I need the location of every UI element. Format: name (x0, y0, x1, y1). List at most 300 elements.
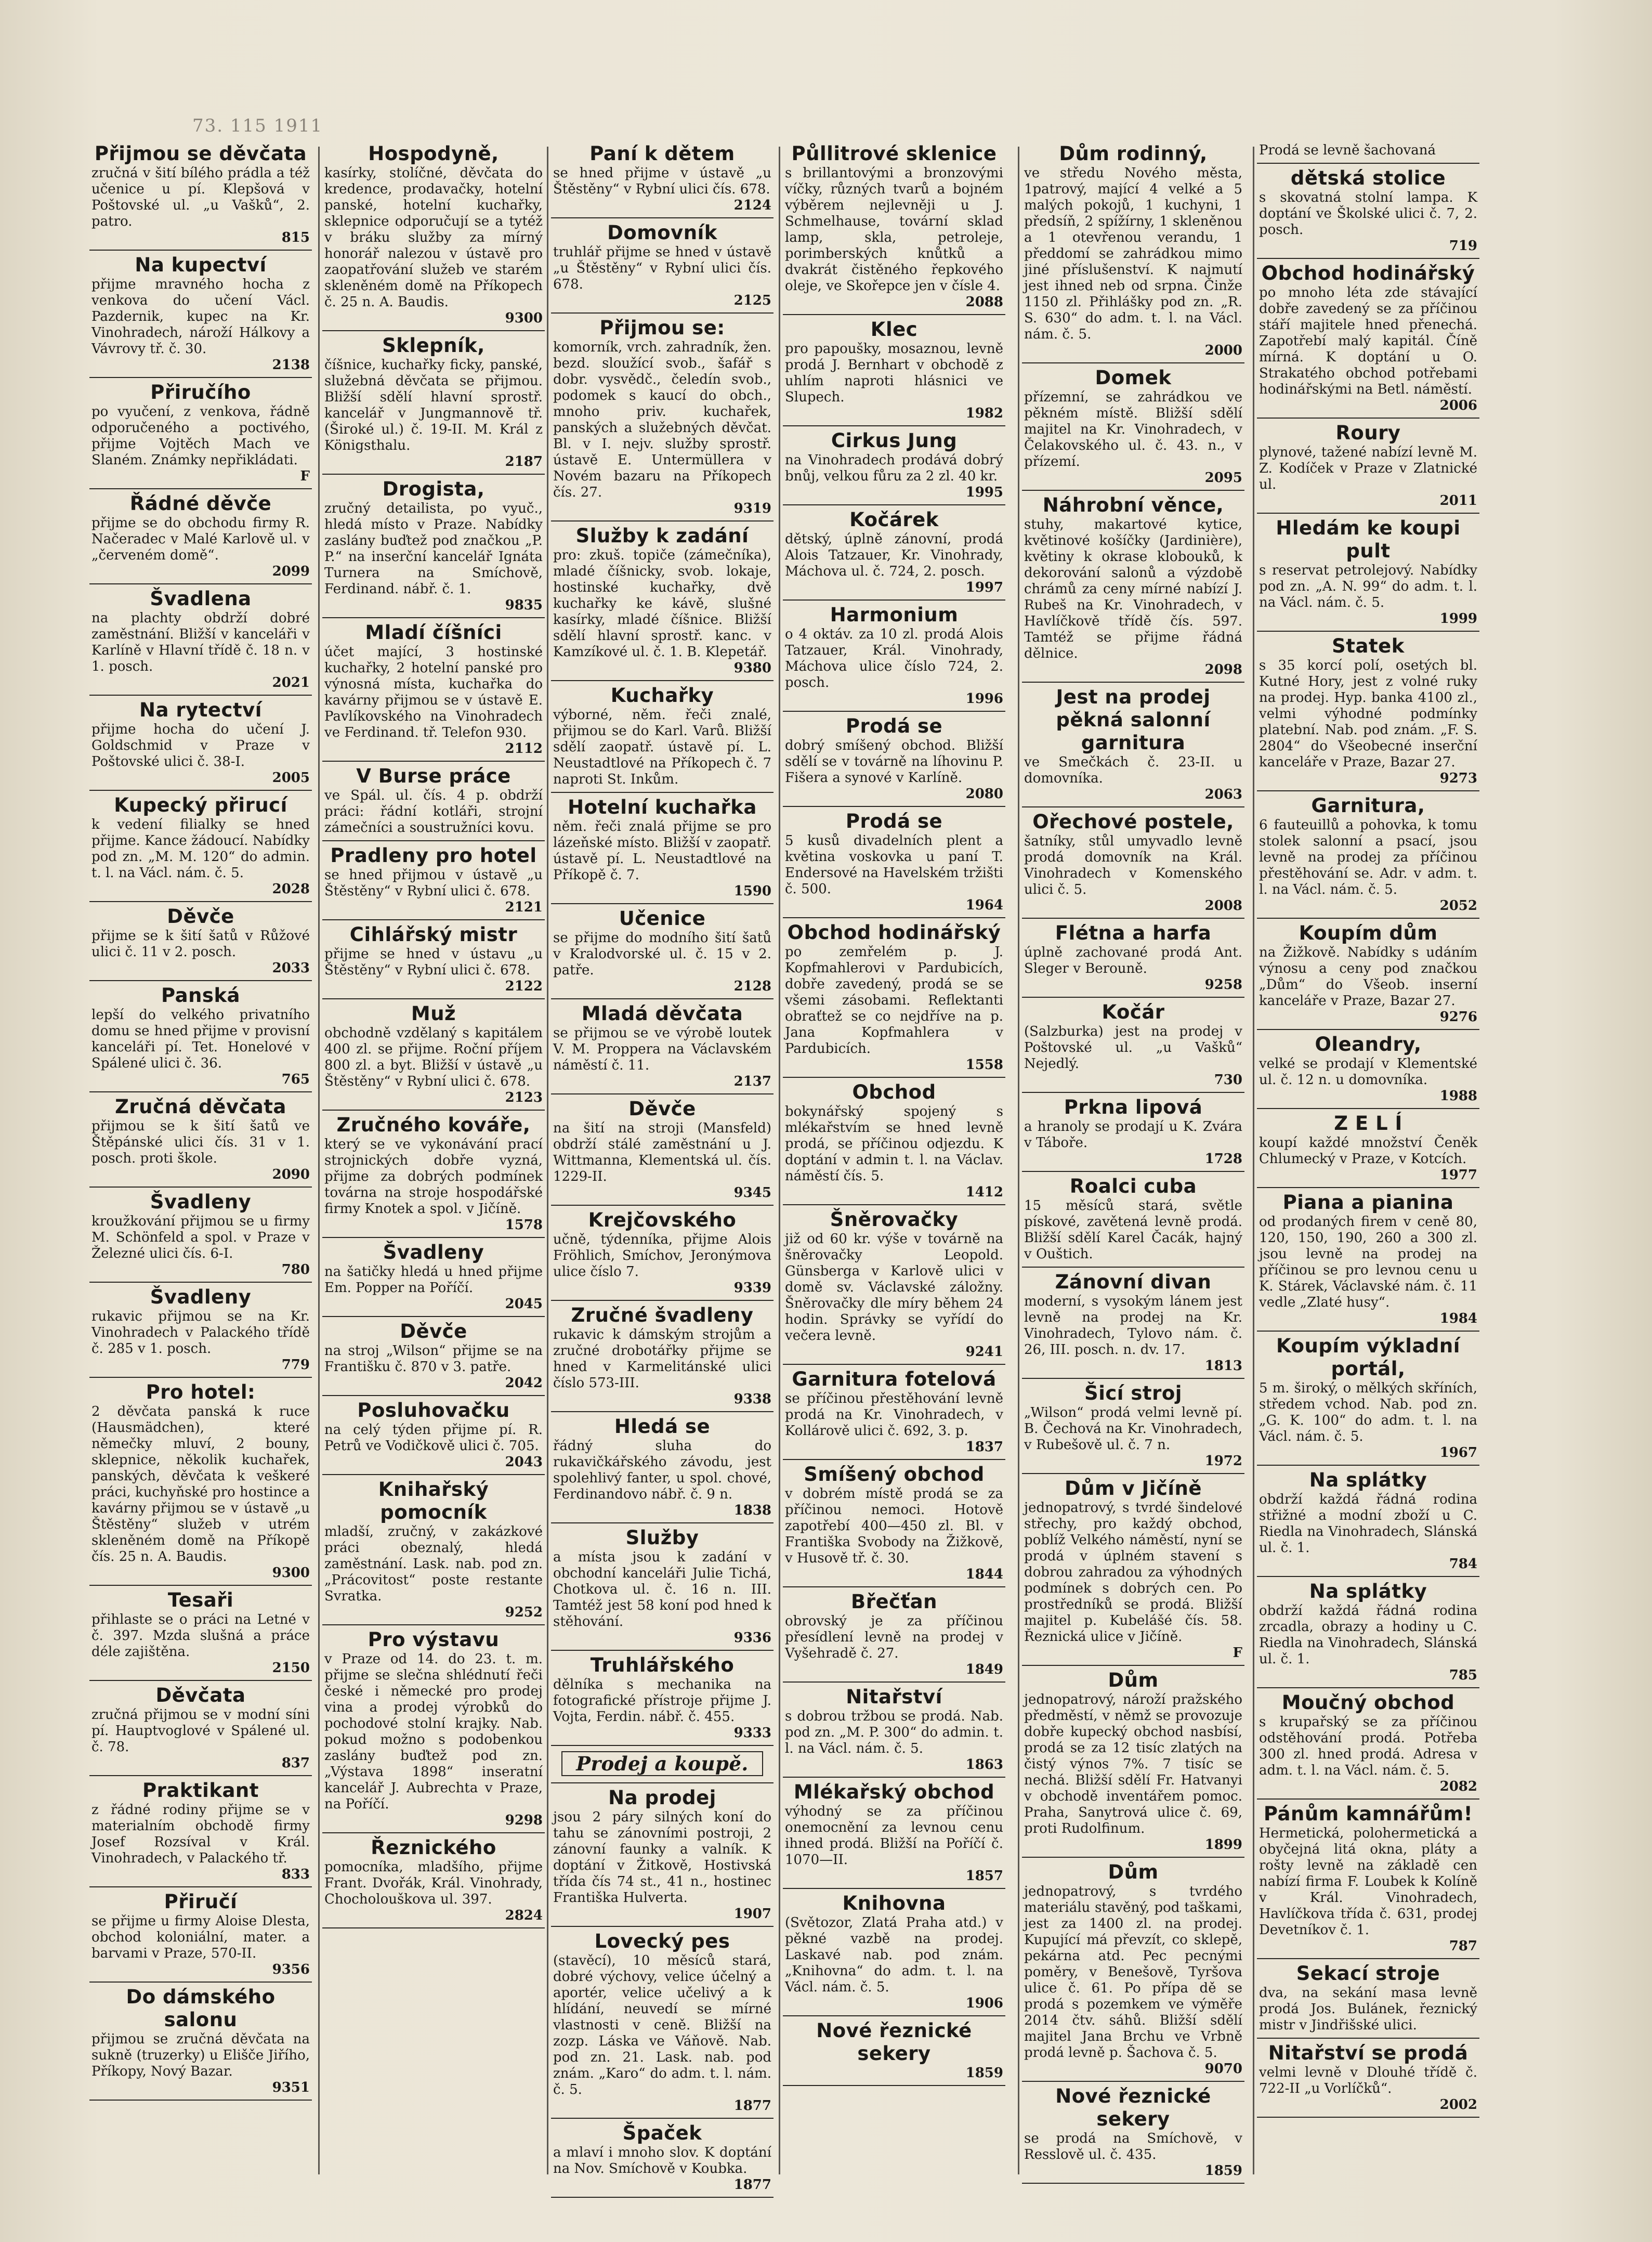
ad-heading: Nitařství se prodá (1268, 2042, 1469, 2064)
ad-body: lepší do velkého privatního domu se hned přijme v provisní kanceláři pí. Tet. Honelové v Spálené ulici č. 36. (91, 1007, 310, 1071)
ad-body: „Wilson“ prodá velmi levně pí. B. Čechová na Kr. Vinohradech, v Rubešově ul. č. 7 n. (1024, 1405, 1242, 1453)
ad-number: 2099 (272, 564, 310, 579)
classified-ad (783, 426, 1005, 505)
ad-number: 785 (1449, 1667, 1477, 1683)
ad-body: výborné, něm. řeči znalé, přijmou se do Karl. Varů. Bližší sdělí zaopatř. ústavě pí. L. Neustadtlové na Příkopech č. 7 naproti St. Inkům. (553, 707, 771, 787)
ad-number: 1558 (965, 1057, 1003, 1073)
ad-number: 1859 (1204, 2163, 1242, 2179)
ad-heading: Hotelní kuchařka (568, 796, 757, 818)
classified-ad (322, 1238, 545, 1317)
ad-number: 2824 (505, 1908, 543, 1923)
ad-body: s dobrou tržbou se prodá. Nab. pod zn. „M. P. 300“ do admin. t. l. na Václ. nám. č. 5. (785, 1709, 1003, 1756)
ad-heading: Truhlářského (590, 1654, 735, 1676)
ad-number: 779 (281, 1357, 310, 1373)
ad-body: zručná přijmou se v modní síni pí. Hauptvoglové v Spálené ul. č. 78. (91, 1707, 310, 1755)
ad-body: s 35 korcí polí, osetých bl. Kutné Hory, jest z volné ruky na prodej. Hyp. banka 4100 zl., velmi výhodné podmínky platební. Nab. pod znám. „F. S. 2804“ do Všeobecné inserční kanceláře v Praze, Bazar 27. (1259, 658, 1477, 770)
ad-number: 2138 (272, 357, 310, 373)
ad-heading: Prodá se (845, 810, 943, 832)
ad-number: 1906 (965, 1996, 1003, 2011)
column-4 (783, 139, 1005, 2172)
classified-ad (551, 1746, 773, 1783)
classified-ad (1022, 1379, 1244, 1474)
classified-ad (783, 918, 1005, 1078)
ad-body: s skovatná stolní lampa. K doptání ve Školské ulici č. 7, 2. posch. (1259, 190, 1477, 238)
ad-body: 6 fauteuillů a pohovka, k tomu stolek salonní a psací, jsou levně na prodej za příčinou přestěhování se. Adr. v adm. t. l. na Václ. nám. č. 5. (1259, 817, 1477, 897)
ad-number: 2002 (1439, 2097, 1477, 2113)
ad-heading: Roury (1335, 422, 1401, 444)
ad-heading: Oleandry, (1315, 1033, 1422, 1055)
classified-ad (1257, 1188, 1479, 1332)
ad-number: 2005 (272, 770, 310, 786)
ad-body: ve středu Nového města, 1patrový, mající 4 velké a 5 malých pokojů, 1 kuchyni, 1 předsíň, 2 spížírny, 1 skleněnou a 1 otevřenou verandu, 1 předdomí se zahrádkou mimo jiné příslušenství. K najmutí jest ihned neb od srpna. Činže 1150 zl. Přihlášky pod zn. „R. S. 630“ do adm. t. l. na Václ. nám. č. 5. (1024, 165, 1242, 342)
classified-ad (89, 1887, 312, 1983)
ad-number: 2121 (505, 900, 543, 915)
ad-number: 719 (1449, 238, 1477, 254)
ad-number: 833 (281, 1867, 310, 1882)
ad-heading: Dům rodinný, (1059, 142, 1208, 165)
classified-ad (1022, 1093, 1244, 1172)
classified-ad (89, 1283, 312, 1378)
ad-body: stuhy, makartové kytice, květinové košíčky (Jardinière), květiny k okrase klobouků, k dekorování salonů a výzdobě chrámů za ceny mírné nabízí J. Rubeš na Kr. Vinohradech, v Havlíčkově třídě čís. 597. Tamtéž se přijme řádná dělnice. (1024, 517, 1242, 661)
ad-heading: Na prodej (608, 1787, 716, 1809)
ad-heading: Obchod hodinářský (787, 921, 1001, 944)
ad-number: 2122 (505, 979, 543, 994)
ad-body: 5 kusů divadelních plent a květina voskovka u paní T. Endersové na Havelském tržišti č. 500. (785, 833, 1003, 897)
ad-number: 2125 (733, 293, 771, 308)
ad-body: s reservat petrolejový. Nabídky pod zn. „A. N. 99“ do adm. t. l. na Václ. nám. č. 5. (1259, 563, 1477, 610)
classified-ad (89, 1776, 312, 1887)
ad-heading: Špaček (622, 2122, 702, 2144)
ad-heading: Panská (161, 984, 241, 1007)
ad-body: 2 děvčata panská k ruce (Hausmädchen), které němečky mluví, 2 bouny, sklepnice, několik kuchařek, panských, děvčata k veškeré práci, kuchyňské pro hostince a kavárny přijmou se v ústavě „u Štěstěny“ služeb v utrém skleněném domě na Příkopě čís. 25 n. A. Baudis. (91, 1404, 310, 1565)
ad-number: 2088 (965, 294, 1003, 310)
classified-ad (322, 331, 545, 475)
ad-body: něm. řeči znalá přijme se pro lázeňské místo. Bližší v zaopatř. ústavě pí. L. Neustadtlové na Příkopě č. 7. (553, 819, 771, 883)
ad-body: na stroj „Wilson“ přijme se na Františku č. 870 v 3. patře. (324, 1343, 543, 1375)
classified-ad (1022, 363, 1244, 491)
ad-number: 2011 (1439, 493, 1477, 509)
classified-ad (1257, 419, 1479, 514)
classified-ad (1257, 1466, 1479, 1577)
ad-number: 1988 (1439, 1088, 1477, 1104)
ad-number: 9336 (733, 1630, 771, 1646)
classified-ad (551, 139, 773, 218)
ad-number: 9300 (505, 310, 543, 326)
ad-heading: dětská stolice (1290, 167, 1446, 189)
ad-body: k vedení filialky se hned přijme. Kance žádoucí. Nabídky pod zn. „M. M. 120“ do admin. t. l. na Václ. nám. č. 5. (91, 817, 310, 881)
column-rule (1018, 147, 1019, 2174)
classified-ad (1257, 1577, 1479, 1688)
ad-body: dělníka s mechanika na fotografické přístroje přijme J. Vojta, Ferdin. nábř. č. 455. (553, 1677, 771, 1725)
ad-heading: Dům (1108, 1861, 1159, 1883)
ad-number: 2123 (505, 1090, 543, 1105)
ad-number: 2098 (1204, 662, 1242, 677)
ad-heading: Krejčovského (588, 1209, 737, 1231)
ad-number: 1849 (965, 1662, 1003, 1677)
classified-ad (1257, 1332, 1479, 1466)
ad-number: 1863 (965, 1757, 1003, 1772)
column-5 (1022, 139, 1244, 2179)
ad-heading: Kočár (1102, 1001, 1165, 1023)
ad-body: účet mající, 3 hostinské kuchařky, 2 hotelní panské pro výnosná místa, kuchařka do kavárny přijmou se v ústavě E. Pavlíkovského na Vinohradech ve Ferdinand. tř. Telefon 930. (324, 644, 543, 740)
ad-heading: Sekací stroje (1296, 1962, 1440, 1985)
ad-number: 1967 (1439, 1445, 1477, 1461)
ad-heading: Nové řeznické sekery (1055, 2085, 1211, 2130)
ad-heading: Děvče (628, 1098, 696, 1120)
classified-ad (783, 315, 1005, 426)
ad-number: 2137 (733, 1074, 771, 1089)
ad-body: po mnoho léta zde stávající dobře zavedený se za příčinou stáří majitele hned přenechá. Zapotřebí malý kapitál. Číně mírná. K doptání u O. Strakatého obchod potřebami hodinářskými na Betl. náměstí. (1259, 285, 1477, 397)
ad-number: 1907 (733, 1906, 771, 1922)
classified-ad (89, 1983, 312, 2101)
ad-number: 9345 (733, 1185, 771, 1201)
ad-body: moderní, s vysokým lánem jest levně na prodej na Kr. Vinohradech, Tylovo nám. č. 26, III. posch. n. dv. 17. (1024, 1294, 1242, 1358)
ad-number: 1590 (733, 883, 771, 899)
classified-ad (322, 1625, 545, 1833)
ad-number: 1996 (965, 691, 1003, 707)
ad-heading: Obchod (852, 1081, 936, 1103)
ad-heading: Klec (870, 318, 918, 341)
ad-heading: Prkna lipová (1064, 1096, 1203, 1118)
classified-ad (1257, 514, 1479, 632)
ad-heading: Garnitura, (1311, 794, 1425, 817)
ad-heading: Šicí stroj (1084, 1382, 1182, 1404)
ad-body: pomocníka, mladšího, přijme Frant. Dvořák, Král. Vinohrady, Chocholouškova ul. 397. (324, 1859, 543, 1907)
classified-ad (1022, 998, 1244, 1093)
ad-heading: Domovník (607, 221, 717, 244)
classified-ad (1022, 2082, 1244, 2184)
ad-number: 2021 (272, 675, 310, 690)
column-rule (779, 147, 780, 2174)
ad-number: 2095 (1204, 470, 1242, 486)
classified-ad (1022, 807, 1244, 919)
classified-ad (1022, 491, 1244, 683)
classified-ad (551, 2119, 773, 2198)
classified-ad (783, 1778, 1005, 1889)
ad-heading: Přijmou se: (599, 317, 725, 339)
ad-heading: Služby (625, 1527, 699, 1549)
ad-body: truhlář přijme se hned v ústavě „u Štěstěny“ v Rybní ulici čís. 678. (553, 244, 771, 292)
ad-heading: Mladá děvčata (581, 1002, 743, 1025)
ad-number: F (300, 468, 310, 484)
ad-number: 1877 (733, 2177, 771, 2193)
ad-heading: Zánovní divan (1055, 1271, 1212, 1293)
ad-heading: Děvče (400, 1320, 467, 1342)
ad-number: 9380 (733, 660, 771, 676)
ad-heading: Z E L Í (1334, 1112, 1402, 1135)
ad-body: na Vinohradech prodává dobrý bnůj, velkou fůru za 2 zl. 40 kr. (785, 452, 1003, 484)
ad-heading: Řádné děvče (129, 492, 272, 515)
column-2 (322, 139, 545, 2172)
ad-heading: Sklepník, (382, 334, 485, 357)
classified-ad (1022, 1268, 1244, 1379)
ad-heading: Tesaři (167, 1589, 234, 1611)
ad-body: řádný sluha do rukavičkářského závodu, jest spolehlivý fanter, u spol. chové, Ferdinandovo nábř. č. 9 n. (553, 1438, 771, 1502)
column-rule (318, 147, 320, 2174)
ad-number: 2063 (1204, 787, 1242, 802)
ad-number: 1964 (965, 897, 1003, 913)
ad-number: 2045 (505, 1296, 543, 1312)
ad-body: obdrží každá řádná rodina zrcadla, obrazy a hodiny u C. Riedla na Vinohradech, Slánská ul. č. 1. (1259, 1603, 1477, 1667)
classified-ad (783, 1587, 1005, 1683)
classified-ad (1257, 1688, 1479, 1800)
classified-ad (783, 712, 1005, 807)
folio-stamp: 73. 115 1911 (192, 115, 323, 136)
ad-heading: Praktikant (142, 1779, 259, 1802)
ad-heading: Prodej a koupě. (561, 1751, 763, 1776)
ad-number: 9351 (272, 2080, 310, 2095)
ad-body: ve Spál. ul. čís. 4 p. obdrží práci: řádní kotláři, strojní zámečníci a soustružníci kovu. (324, 788, 543, 836)
classified-ad (551, 1651, 773, 1746)
ad-body: jednopatrový, nároží pražského předměstí, v němž se provozuje dobře kupecký obchod nasbísí, prodá se za 12 tisíc zlatých na čistý výnos 7%. 7 tisíc se nechá. Bližší sdělí Fr. Hatvanyi v obchodě inventářem pomoc. Praha, Sanytrová ulice č. 69, proti Rudolfinum. (1024, 1692, 1242, 1836)
ad-heading: Piana a pianina (1282, 1191, 1454, 1214)
ad-number: 2000 (1204, 343, 1242, 358)
ad-heading: Garnitura fotelová (792, 1368, 997, 1390)
ad-number: 1837 (965, 1439, 1003, 1455)
ad-body: číšnice, kuchařky ficky, panské, služebná děvčata se přijmou. Bližší sdělí hlavní sprostř. kancelář v Jungmannově tř. (Široké ul.) č. 19-II. M. Král z Königsthalu. (324, 357, 543, 453)
ad-body: plynové, tažené nabízí levně M. Z. Kodíček v Praze v Zlatnické ul. (1259, 445, 1477, 492)
ad-number: 2150 (272, 1660, 310, 1676)
ad-body: kroužkování přijmou se u firmy M. Schönfeld a spol. v Praze v Železné ulici čís. 6-I. (91, 1214, 310, 1261)
ad-number: 730 (1214, 1072, 1242, 1088)
ad-body: učně, týdenníka, přijme Alois Fröhlich, Smíchov, Jeronýmova ulice číslo 7. (553, 1232, 771, 1280)
classified-ad (1257, 919, 1479, 1030)
ad-body: úplně zachované prodá Ant. Sleger v Berouně. (1024, 945, 1242, 976)
ad-heading: Nitařství (846, 1686, 942, 1708)
classified-ad (783, 139, 1005, 315)
ad-heading: Jest na prodej pěkná salonní garnitura (1056, 686, 1211, 754)
ad-number: 1995 (965, 485, 1003, 500)
ad-number: 787 (1449, 1938, 1477, 1954)
ad-heading: Hledá se (614, 1415, 711, 1438)
ad-body: rukavic k dámským strojům a zručné drobotářky přijme se hned v Karmelitánské ulici číslo 573-III. (553, 1327, 771, 1391)
classified-ad (89, 1586, 312, 1681)
classified-ad (322, 841, 545, 920)
classified-ad (551, 1927, 773, 2119)
ad-body: přijme se k šití šatů v Růžové ulici č. 11 v 2. posch. (91, 928, 310, 960)
ad-heading: Knihařský pomocník (378, 1478, 489, 1523)
ad-heading: Na splátky (1309, 1580, 1427, 1602)
ad-heading: Přiručí (164, 1891, 238, 1913)
ad-heading: Pro výstavu (368, 1628, 500, 1651)
ad-body: ve Smečkách č. 23-II. u domovníka. (1024, 754, 1242, 786)
classified-ad (89, 1188, 312, 1283)
column-1 (89, 139, 312, 2172)
classified-ad (551, 793, 773, 904)
ad-number: 1999 (1439, 611, 1477, 627)
ad-heading: Paní k dětem (589, 142, 735, 165)
classified-ad (1257, 1109, 1479, 1188)
classified-ad (551, 314, 773, 522)
classified-ad (1022, 683, 1244, 807)
classified-ad (783, 601, 1005, 712)
ad-number: 9273 (1439, 771, 1477, 786)
ad-body: dětský, úplně zánovní, prodá Alois Tatzauer, Kr. Vinohrady, Máchova ul. č. 724, 2. posch. (785, 531, 1003, 579)
ad-number: F (1233, 1645, 1242, 1661)
ad-body: (Salzburka) jest na prodej v Poštovské ul. „u Vašků“ Nejedlý. (1024, 1024, 1242, 1072)
classified-ad (551, 522, 773, 681)
classified-ad (783, 1683, 1005, 1778)
ad-heading: Švadleny (383, 1241, 484, 1263)
ad-body: obrovský je za příčinou přesídlení levně na prodej v Vyšehradě č. 27. (785, 1613, 1003, 1661)
classified-ad (1257, 1030, 1479, 1109)
classified-ad (551, 1094, 773, 1206)
classified-ad (89, 1092, 312, 1188)
ad-heading: Flétna a harfa (1055, 922, 1212, 944)
ad-body: se prodá na Smíchově, v Resslově ul. č. 435. (1024, 2131, 1242, 2162)
ad-body: mladší, zručný, v zakázkové práci obeznalý, hledá zaměstnání. Lask. nab. pod zn. „Prácovitost“ poste restante Svratka. (324, 1524, 543, 1604)
ad-body: na celý týden přijme pí. R. Petrů ve Vodičkově ulici č. 705. (324, 1422, 543, 1454)
ad-heading: Řeznického (371, 1836, 496, 1859)
classified-ad (1022, 1172, 1244, 1268)
ad-body: rukavic přijmou se na Kr. Vinohradech v Palackého třídě č. 285 v 1. posch. (91, 1309, 310, 1357)
ad-body: se přijme u firmy Aloise Dlesta, obchod koloniální, mater. a barvami v Praze, 570-II. (91, 1913, 310, 1961)
ad-body: Hermetická, polohermetická a obyčejná litá okna, pláty a rošty levně na základě cen nabízí firma F. Loubek k Kolíně v Král. Vinohradech, Havlíčkova třída č. 631, prodej Devetníkov č. 1. (1259, 1826, 1477, 1938)
classified-ad (89, 489, 312, 584)
ad-body: se hned přijmou v ústavě „u Štěstěny“ v Rybní ulici č. 678. (324, 867, 543, 899)
ad-heading: Švadleny (150, 1191, 252, 1213)
ad-body: s krupařský se za příčinou odstěhování prodá. Potřeba 300 zl. hned prodá. Adresa v adm. t. l. na Václ. nám. č. 5. (1259, 1714, 1477, 1778)
ad-number: 9339 (733, 1280, 771, 1296)
ad-heading: Náhrobní věnce, (1042, 494, 1224, 516)
ad-number: 9241 (965, 1344, 1003, 1360)
ad-body: přijme se hned v ústavu „u Štěstěny“ v Rybní ulici č. 678. (324, 946, 543, 978)
ad-body: (Světozor, Zlatá Praha atd.) v pěkné vazbě na prodej. Laskavé nab. pod znám. „Knihovna“ do adm. t. l. na Václ. nám. č. 5. (785, 1915, 1003, 1995)
ad-body: přijmou se zručná děvčata na sukně (truzerky) u Elišče Jiřího, Příkopy, Nový Bazar. (91, 2031, 310, 2079)
ad-body: obdrží každá řádná rodina střižné a modní zboží u C. Riedla na Vinohradech, Slánská ul. č. 1. (1259, 1492, 1477, 1556)
classified-ad (1257, 1800, 1479, 1959)
classified-ad (322, 1111, 545, 1238)
classified-ad (322, 139, 545, 331)
ad-number: 1997 (965, 580, 1003, 595)
classified-ad (1257, 2039, 1479, 2118)
ad-body: přijme mravného hocha z venkova do učení Václ. Pazdernik, kupec na Kr. Vinohradech, nároží Hálkovy a Vávrovy tř. č. 30. (91, 277, 310, 357)
ad-body: přijme se do obchodu firmy R. Načeradec v Malé Karlově ul. v „červeném domě“. (91, 515, 310, 563)
ad-number: 784 (1449, 1556, 1477, 1572)
ad-body: pro papoušky, mosaznou, levně prodá J. Bernhart v obchodě z uhlím naproti hlásnici ve Slupech. (785, 341, 1003, 405)
ad-heading: Moučný obchod (1281, 1691, 1455, 1714)
ad-body: s brillantovými a bronzovými víčky, různých tvarů a bojném výběrem nejlevněji u J. Schmelhause, tovární sklad lamp, skla, petroleje, porimberských knůtků a dvakrát čistěného řepkového oleje, ve Skořepce jen v čísle 4. (785, 165, 1003, 294)
ad-body: a hranoly se prodají u K. Zvára v Táboře. (1024, 1119, 1242, 1151)
classified-ad (551, 1206, 773, 1301)
ad-body: bokynářský spojený s mlékařstvím se hned levně prodá, se příčinou odjezdu. K doptání v admin t. l. na Václav. náměstí čís. 5. (785, 1104, 1003, 1184)
ad-heading: Smíšený obchod (804, 1463, 985, 1485)
ad-number: 2080 (965, 786, 1003, 802)
ad-number: 9258 (1204, 977, 1242, 993)
column-6 (1257, 139, 1479, 2172)
ad-body: po zemřelém p. J. Kopfmahlerovi v Pardubicích, dobře zavedený, prodá se se všemi zásobami. Reflektanti obraťtež se co nejdříve na p. Jana Kopfmahlera v Pardubicích. (785, 944, 1003, 1057)
ad-body: šatníky, stůl umyvadlo levně prodá domovník na Král. Vinohradech v Komenského ulici č. 5. (1024, 833, 1242, 897)
ad-number: 2043 (505, 1454, 543, 1470)
classified-ad (1022, 139, 1244, 363)
ad-body: zručná v šití bílého prádla a též učenice u pí. Klepšová v Poštovské ul. „u Vašků“, 2. patro. (91, 165, 310, 229)
ad-body: výhodný se za příčinou onemocnění za levnou cenu ihned prodá. Bližší na Poříčí č. 1070—II. (785, 1804, 1003, 1868)
classified-ad (551, 681, 773, 793)
classified-ad (89, 981, 312, 1092)
ad-body: na Žižkově. Nabídky s udáním výnosu a ceny pod značkou „Dům“ do Všeob. inserní kanceláře v Praze, Bazar 27. (1259, 945, 1477, 1009)
ad-number: 1982 (965, 406, 1003, 421)
classified-ad (322, 1317, 545, 1396)
classified-ad (551, 1523, 773, 1651)
ad-number: 1972 (1204, 1453, 1242, 1469)
ad-body: koupí každé množství Čeněk Chlumecký v Praze, v Kotcích. (1259, 1135, 1477, 1167)
classified-ad (783, 1889, 1005, 2016)
ad-body: obchodně vzdělaný s kapitálem 400 zl. se přijme. Roční příjem 800 zl. a byt. Bližší v ústavě „u Štěstěny“ v Rybní ulici č. 678. (324, 1025, 543, 1089)
ad-number: 1838 (733, 1503, 771, 1518)
ad-body: který se ve vykonávání prací strojnických dobře vyzná, přijme za dobrých podmínek továrna na stroje hospodářské firmy Knotek a spol. v Jičíně. (324, 1137, 543, 1217)
ad-number: 9300 (272, 1565, 310, 1581)
ad-heading: Kupecký přirucí (114, 794, 287, 816)
ad-body: a místa jsou k zadání v obchodní kanceláři Julie Tichá, Chotkova ul. č. 16 n. III. Tamtéž jest 58 koní pod hned k stěhování. (553, 1549, 771, 1630)
ad-body: kasírky, stolíčné, děvčata do kredence, prodavačky, hotelní panské, hotelní kuchařky, sklepnice odporučují se a tytéž v bráku služby za mírný honorář nalezou v ústavě pro zaopatřování služeb ve starém skleněném domě na Příkopech č. 25 n. A. Baudis. (324, 165, 543, 310)
ad-number: 2112 (505, 741, 543, 757)
ad-number: 1977 (1439, 1167, 1477, 1183)
ad-heading: Pánům kamnářům! (1263, 1803, 1473, 1825)
ad-body: na šatičky hledá u hned přijme Em. Popper na Poříčí. (324, 1264, 543, 1296)
ad-heading: Knihovna (842, 1892, 946, 1914)
classified-ad (783, 1460, 1005, 1587)
ad-number: 2090 (272, 1167, 310, 1182)
classified-ad (783, 2016, 1005, 2086)
ad-body: se hned přijme v ústavě „u Štěstěny“ v Rybní ulici čís. 678. (553, 165, 771, 197)
ad-body: se přijmou se ve výrobě loutek V. M. Proppera na Václavském náměstí č. 11. (553, 1025, 771, 1073)
ad-heading: Muž (411, 1002, 456, 1025)
classified-ad (551, 1412, 773, 1523)
ad-body: přízemní, se zahrádkou ve pěkném místě. Bližší sdělí majitel na Kr. Vinohradech, v Čelakovského ul. č. 43. n., v přízemí. (1024, 389, 1242, 470)
ad-heading: Zručné švadleny (571, 1304, 754, 1326)
ad-body: komorník, vrch. zahradník, žen. bezd. sloužící svob., šafář s dobr. vysvědč., čeledín svob., podomek s kaucí do obch., mnoho priv. kuchařek, panských a služebných děvčat. Bl. v I. nejv. služby sprostř. ústavě E. Untermüllera v Novém bazaru na Příkopech čís. 27. (553, 340, 771, 500)
ad-heading: Dům (1108, 1669, 1159, 1691)
ad-number: 9333 (733, 1725, 771, 1741)
ad-heading: Děvče (167, 905, 234, 928)
ad-body: z řádné rodiny přijme se v materialním obchodě firmy Josef Rozsíval v Král. Vinohradech, v Palackého tř. (91, 1802, 310, 1866)
ad-number: 2008 (1204, 898, 1242, 914)
ad-heading: Půllitrové sklenice (791, 142, 997, 165)
ad-body: Prodá se levně šachovaná (1259, 142, 1436, 158)
ad-body: se přijme do modního šití šatů v Kralodvorské ul. č. 15 v 2. patře. (553, 930, 771, 978)
classified-ad (1257, 139, 1479, 164)
ad-number: 2042 (505, 1375, 543, 1391)
classified-ad (89, 791, 312, 902)
ad-body: (stavěcí), 10 měsíců stará, dobré výchovy, velice účelný a aportér, velice učelivý a k hlídání, neuvedí se mírné vlastnosti v ceně. Bližší na zozp. Láska ve Váňově. Nab. pod zn. 21. Lask. nab. pod znám. „Karo“ do adm. t. l. nám. č. 5. (553, 1953, 771, 2097)
classified-ad (89, 902, 312, 981)
ad-heading: Domek (1095, 367, 1172, 389)
ad-body: po vyučení, z venkova, řádně odporučeného a poctivého, přijme Vojtěch Mach ve Slaném. Známky nepřikládati. (91, 404, 310, 468)
classified-ad (551, 218, 773, 314)
ad-number: 1899 (1204, 1837, 1242, 1853)
ad-body: zručný detailista, po vyuč., hledá místo v Praze. Nabídky zaslány buďtež pod značkou „P. P.“ na inserční kancelář Ignáta Turnera na Smíchově, Ferdinand. nábř. č. 1. (324, 501, 543, 597)
ad-heading: Cirkus Jung (831, 429, 958, 452)
ad-number: 9356 (272, 1962, 310, 1977)
ad-body: jsou 2 páry silných koní do tahu se zánovními postroji, 2 zánovní faunky a valník. K doptání v Žitkově, Hostivská třída čís 74 st., 41 n., hostinec Františka Hulverta. (553, 1809, 771, 1906)
ad-number: 9835 (505, 597, 543, 613)
ad-heading: V Burse práce (356, 765, 511, 787)
ad-heading: Na rytectví (139, 699, 262, 721)
classified-ad (783, 505, 1005, 601)
classified-ad (551, 1783, 773, 1927)
ad-number: 9070 (1204, 2061, 1242, 2077)
classified-ad (1257, 632, 1479, 791)
ad-number: 1844 (965, 1567, 1003, 1582)
ad-heading: Drogista, (382, 478, 485, 500)
classified-ad (783, 807, 1005, 918)
classified-ad (1257, 791, 1479, 919)
ad-heading: Kuchařky (610, 684, 714, 707)
ad-body: na šití na stroji (Mansfeld) obdrží stálé zaměstnání u J. Wittmanna, Klementská ul. čís. 1229-II. (553, 1120, 771, 1184)
classified-ad (1022, 1858, 1244, 2082)
ad-body: o 4 oktáv. za 10 zl. prodá Alois Tatzauer, Král. Vinohrady, Máchova ulice číslo 724, 2. posch. (785, 627, 1003, 690)
ad-body: velké se prodají v Klementské ul. č. 12 n. u domovníka. (1259, 1056, 1477, 1088)
